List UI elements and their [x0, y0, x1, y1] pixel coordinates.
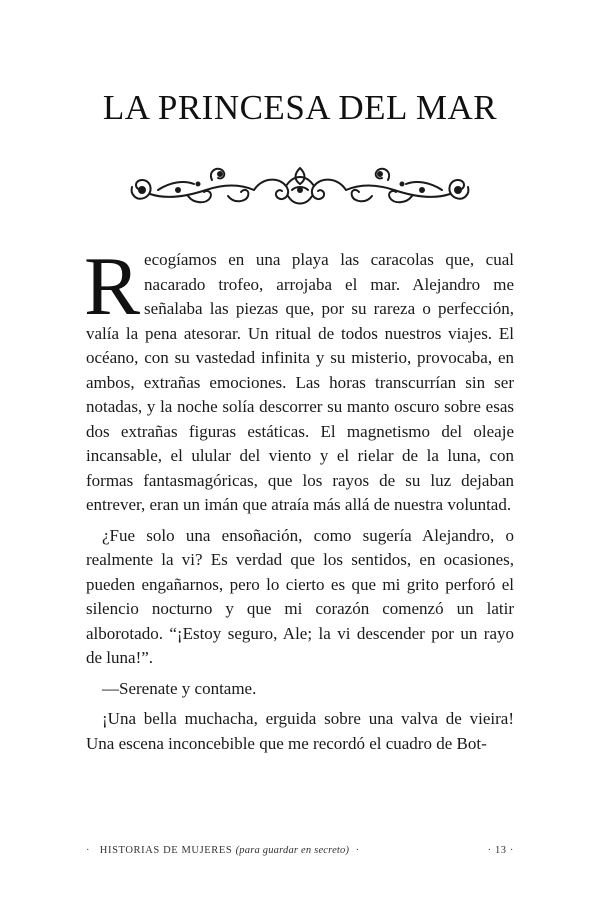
footer-separator: ·: [487, 845, 492, 856]
page-number-block: [488, 845, 514, 856]
running-footer: [86, 845, 360, 856]
drop-cap: R: [84, 240, 141, 333]
footer-separator: ·: [355, 845, 360, 856]
paragraph-3: —Serenate y contame.: [102, 678, 257, 698]
chapter-body: [84, 240, 514, 756]
page-number: 13: [494, 845, 507, 856]
paragraph-1: [84, 240, 514, 518]
footer-separator: ·: [509, 845, 514, 856]
chapter-title: LA PRINCESA DEL MAR: [102, 88, 498, 127]
footer-book-title: HISTORIAS DE MUJERES: [99, 845, 233, 856]
flourish-divider-icon: [128, 160, 472, 216]
paragraph-2: ¿Fue solo una ensoñación, como sugería Alejandro, o realmente la vi? Es verdad que los sentidos, en ocasiones, pueden engañarnos, pero lo cierto es que mi grito perforó el silencio nocturno y que mi corazón comenzó un latir alborotado. “¡Estoy seguro, Ale; la vi descender por un rayo de luna!”.: [86, 525, 514, 667]
paragraph-4: ¡Una bella muchacha, erguida sobre una valva de vieira! Una escena inconcebible que me recordó el cuadro de Bot-: [86, 709, 514, 753]
paragraph-1-text: ecogíamos en una playa las caracolas que, cual nacarado trofeo, arrojaba el mar. Alejandro me señalaba las piezas que, por su rareza o perfección, valía la pena atesorar. Un ritual de todos nuestros viajes. El océano, con su vastedad infinita y su misterio, provocaba, en ambos, extrañas emociones. Las horas transcurrían sin ser notadas, y la noche solía descorrer su manto oscuro sobre esas dos extrañas figuras estáticas. El magnetismo del oleaje incansable, el ulular del viento y el rielar de la luna, con formas fantasmagóricas, que los rayos de su luz dejaban entrever, eran un imán que atraía más allá de nuestra voluntad.: [86, 250, 514, 514]
footer-separator: ·: [86, 845, 91, 856]
footer-subtitle: (para guardar en secreto): [235, 845, 350, 856]
